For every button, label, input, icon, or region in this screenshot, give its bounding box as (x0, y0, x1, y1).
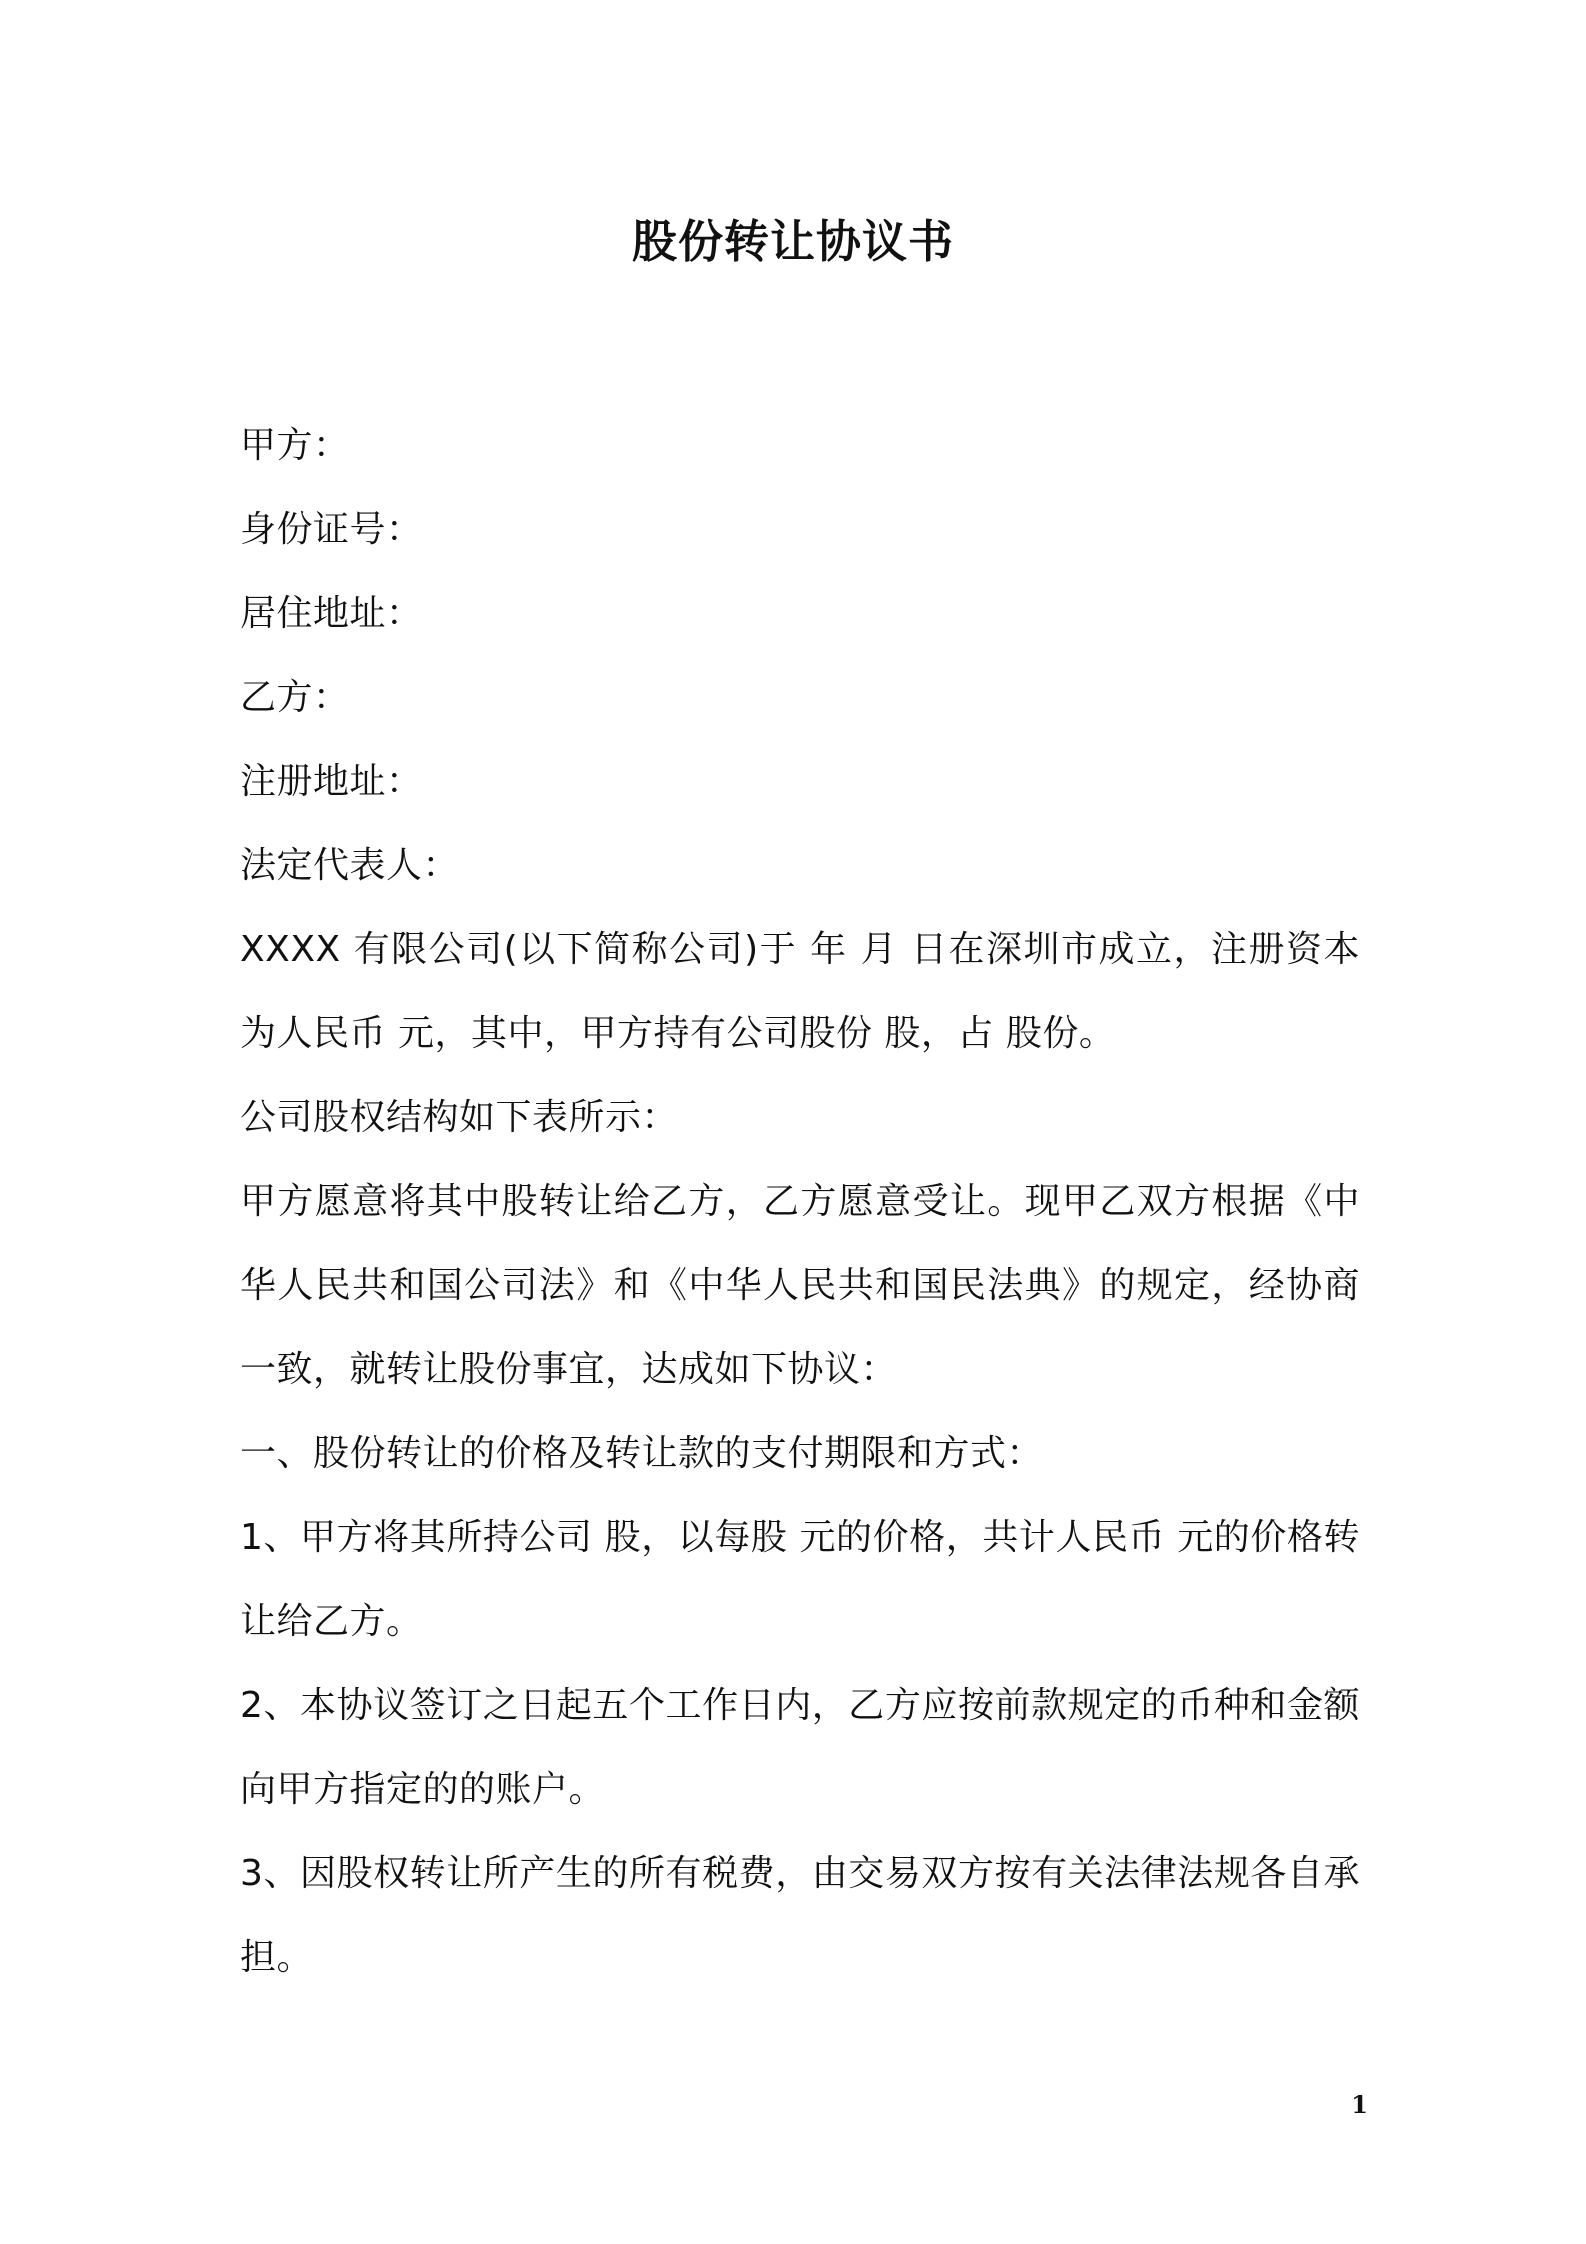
transfer-intent-paragraph: 甲方愿意将其中股转让给乙方，乙方愿意受让。现甲乙双方根据《中华人民共和国公司法》和《中华人民共和国民法典》的规定，经协商一致，就转让股份事宜，达成如下协议： (240, 1181, 1360, 1390)
company-intro-paragraph: XXXX 有限公司(以下简称公司)于 年 月 日在深圳市成立，注册资本为人民币 元，其中，甲方持有公司股份 股，占 股份。 (240, 929, 1360, 1054)
registered-address-field: 注册地址： (240, 761, 423, 802)
clause-3: 3、因股权转让所产生的所有税费，由交易双方按有关法律法规各自承担。 (240, 1853, 1360, 1978)
legal-representative-field: 法定代表人： (240, 845, 460, 886)
document-title: 股份转让协议书 (631, 215, 954, 268)
clause-2: 2、本协议签订之日起五个工作日内，乙方应按前款规定的币种和金额向甲方指定的的账户。 (240, 1685, 1360, 1810)
id-number-field: 身份证号： (240, 509, 423, 550)
party-a-field: 甲方： (240, 425, 350, 466)
equity-structure-paragraph: 公司股权结构如下表所示： (240, 1097, 679, 1138)
party-b-field: 乙方： (240, 677, 350, 718)
document-body (240, 404, 1360, 2000)
section-1-heading: 一、股份转让的价格及转让款的支付期限和方式： (240, 1433, 1044, 1474)
page-number: 1 (1351, 2090, 1368, 2119)
residence-address-field: 居住地址： (240, 593, 423, 634)
clause-1: 1、甲方将其所持公司 股，以每股 元的价格，共计人民币 元的价格转让给乙方。 (240, 1517, 1360, 1642)
